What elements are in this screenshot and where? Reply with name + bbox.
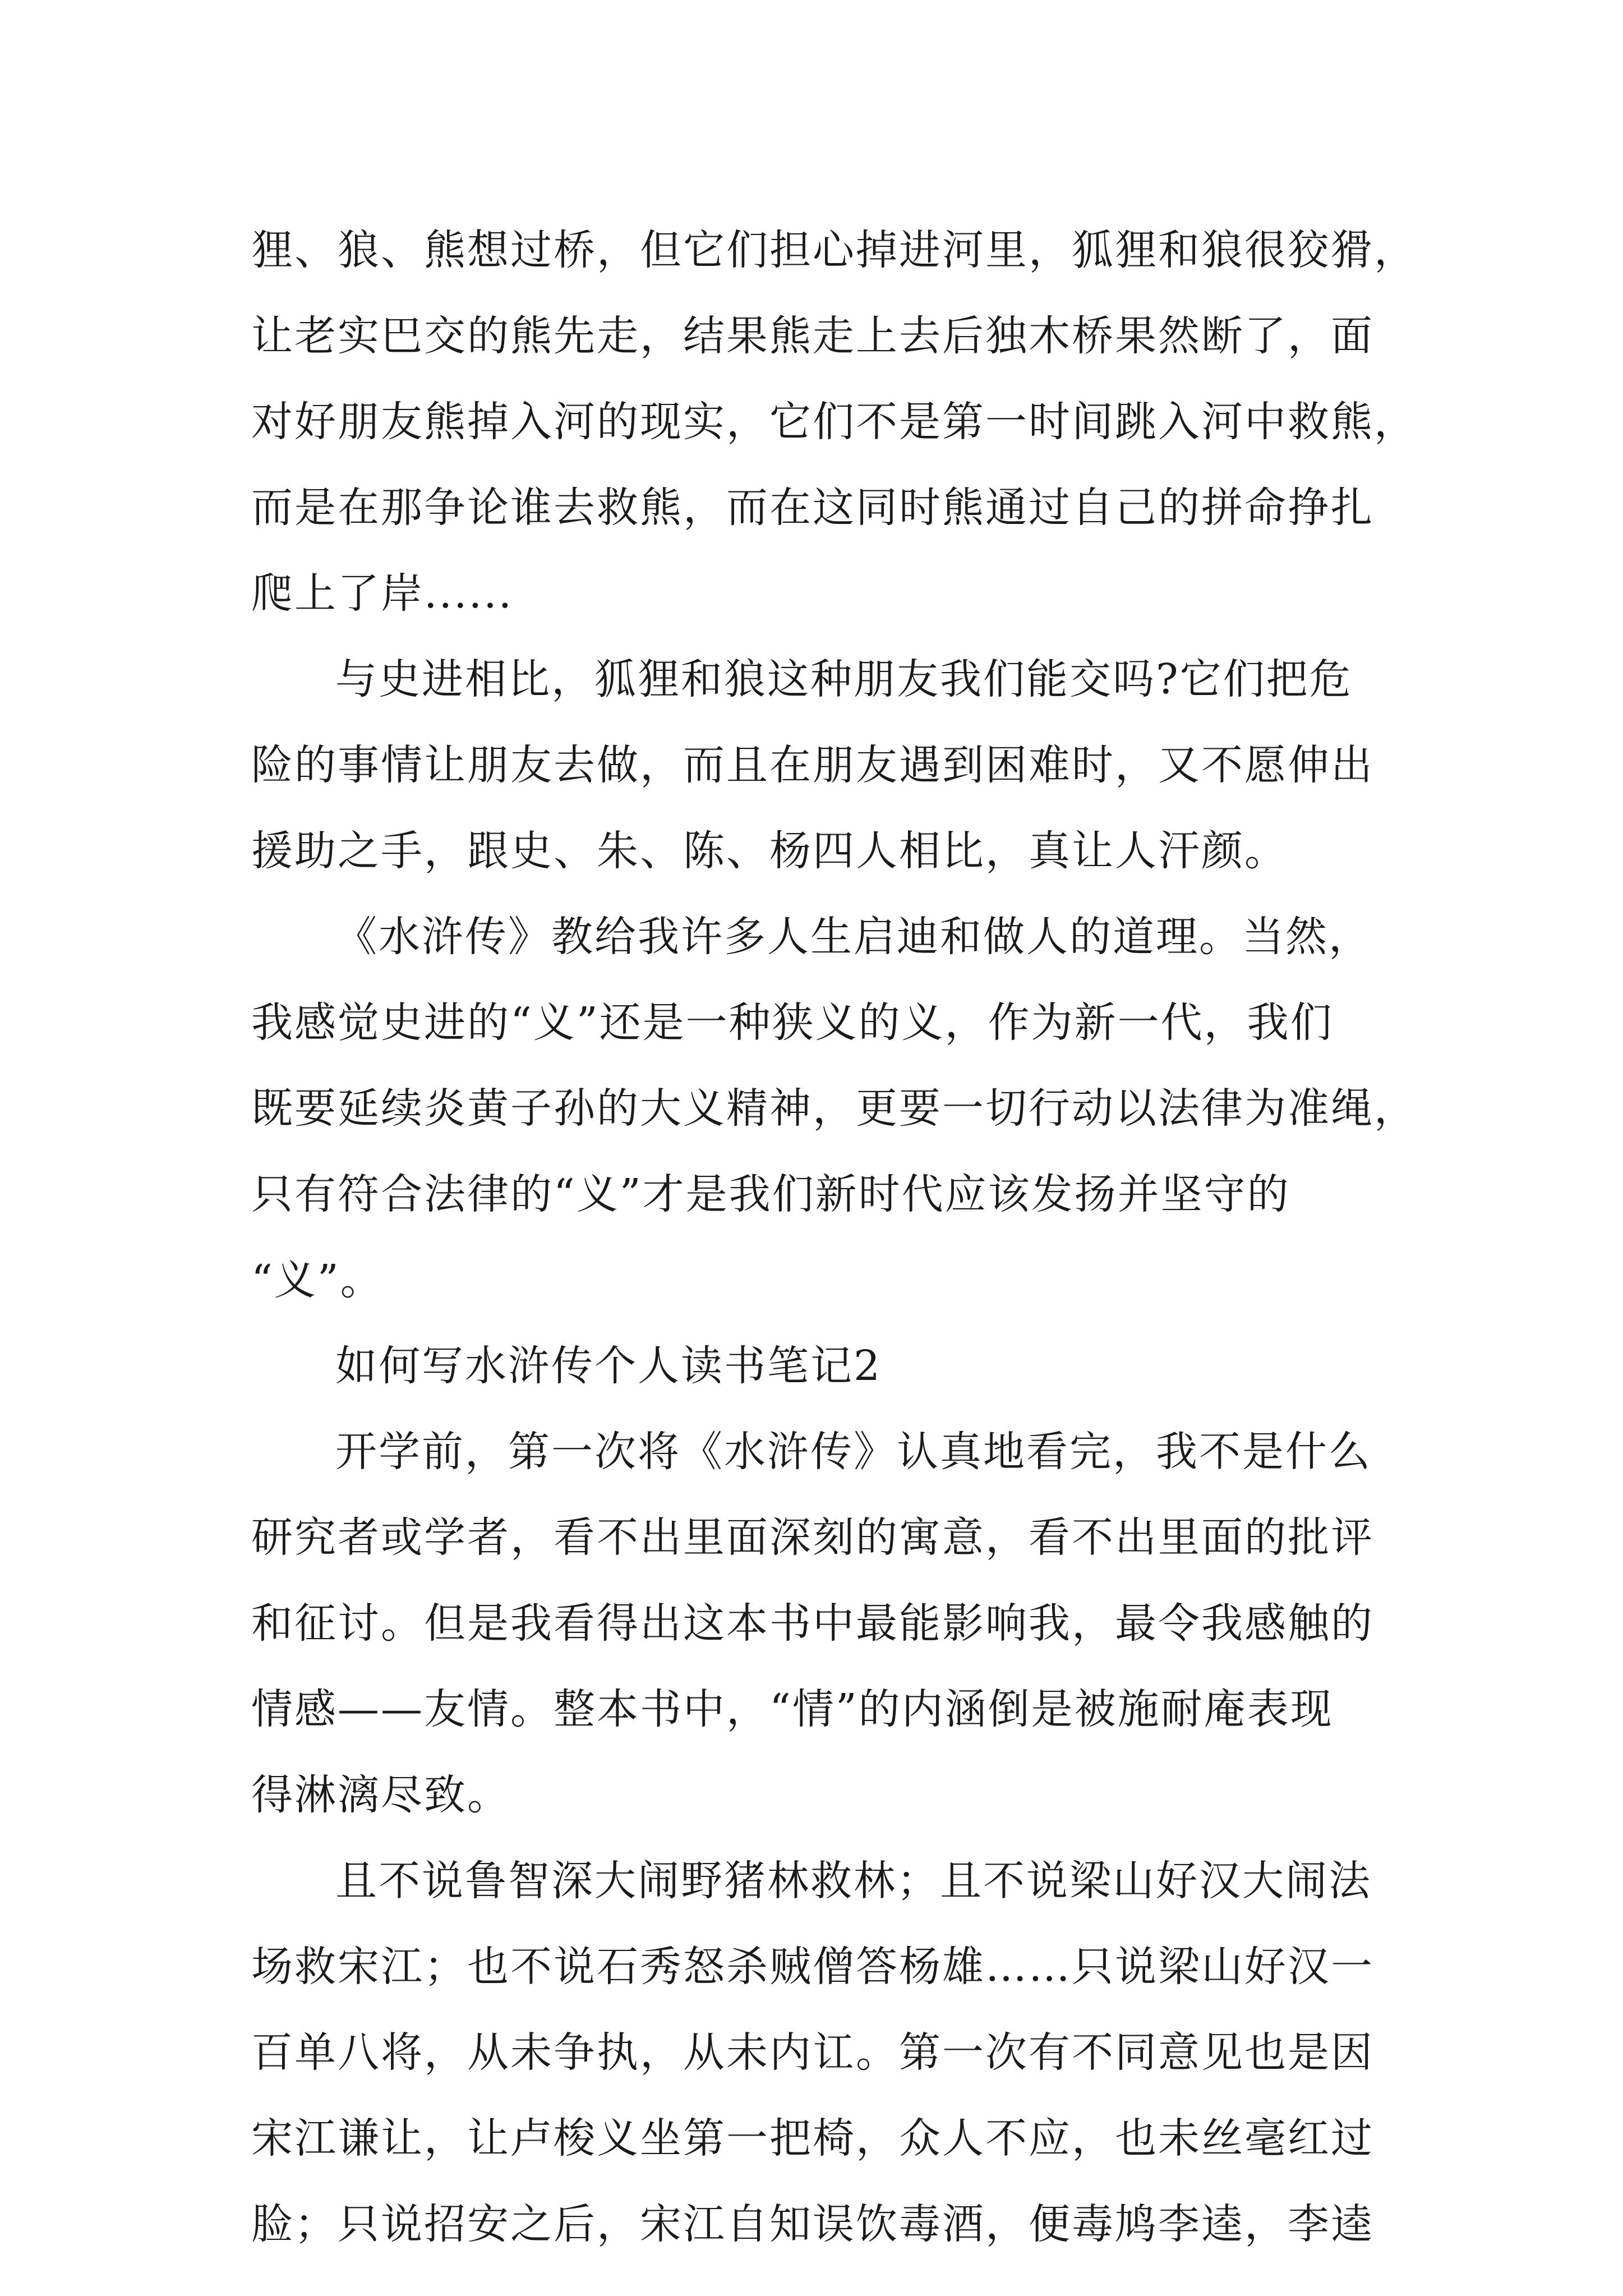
text-line: 且不说鲁智深大闹野猪林救林；且不说梁山好汉大闹法 <box>335 1857 1372 1905</box>
text-line: “义”。 <box>251 1256 384 1304</box>
text-line: 险的事情让朋友去做，而且在朋友遇到困难时，又不愿伸出 <box>251 741 1374 789</box>
text-line: 《水浒传》教给我许多人生启迪和做人的道理。当然， <box>335 913 1372 961</box>
text-line: 狸、狼、熊想过桥，但它们担心掉进河里，狐狸和狼很狡猾， <box>251 226 1417 274</box>
text-line: 对好朋友熊掉入河的现实，它们不是第一时间跳入河中救熊， <box>251 398 1417 446</box>
text-line: 让老实巴交的熊先走，结果熊走上去后独木桥果然断了，面 <box>251 312 1374 360</box>
text-line: 开学前，第一次将《水浒传》认真地看完，我不是什么 <box>335 1428 1372 1476</box>
text-line: 百单八将，从未争执，从未内讧。第一次有不同意见也是因 <box>251 2028 1374 2077</box>
text-line: 脸；只说招安之后，宋江自知误饮毒酒，便毒鸠李逵，李逵 <box>251 2200 1374 2248</box>
section-heading: 如何写水浒传个人读书笔记2 <box>335 1342 882 1390</box>
text-line: 援助之手，跟史、朱、陈、杨四人相比，真让人汗颜。 <box>251 827 1288 875</box>
text-line: 情感——友情。整本书中，“情”的内涵倒是被施耐庵表现 <box>251 1685 1334 1733</box>
text-line: 与史进相比，狐狸和狼这种朋友我们能交吗?它们把危 <box>335 655 1353 703</box>
text-line: 得淋漓尽致。 <box>251 1771 510 1819</box>
body-text <box>251 208 1440 2267</box>
text-line: 场救宋江；也不说石秀怒杀贼僧答杨雄……只说梁山好汉一 <box>251 1943 1374 1991</box>
text-line: 宋江谦让，让卢梭义坐第一把椅，众人不应，也未丝毫红过 <box>251 2114 1374 2162</box>
text-line: 研究者或学者，看不出里面深刻的寓意，看不出里面的批评 <box>251 1513 1374 1562</box>
text-line: 和征讨。但是我看得出这本书中最能影响我，最令我感触的 <box>251 1599 1374 1648</box>
text-line: 既要延续炎黄子孙的大义精神，更要一切行动以法律为准绳， <box>251 1084 1417 1133</box>
text-line: 我感觉史进的“义”还是一种狭义的义，作为新一代，我们 <box>251 999 1334 1047</box>
text-line: 而是在那争论谁去救熊，而在这同时熊通过自己的拼命挣扎 <box>251 484 1374 532</box>
text-line: 只有符合法律的“义”才是我们新时代应该发扬并坚守的 <box>251 1170 1290 1218</box>
text-line: 爬上了岸...... <box>251 569 514 618</box>
